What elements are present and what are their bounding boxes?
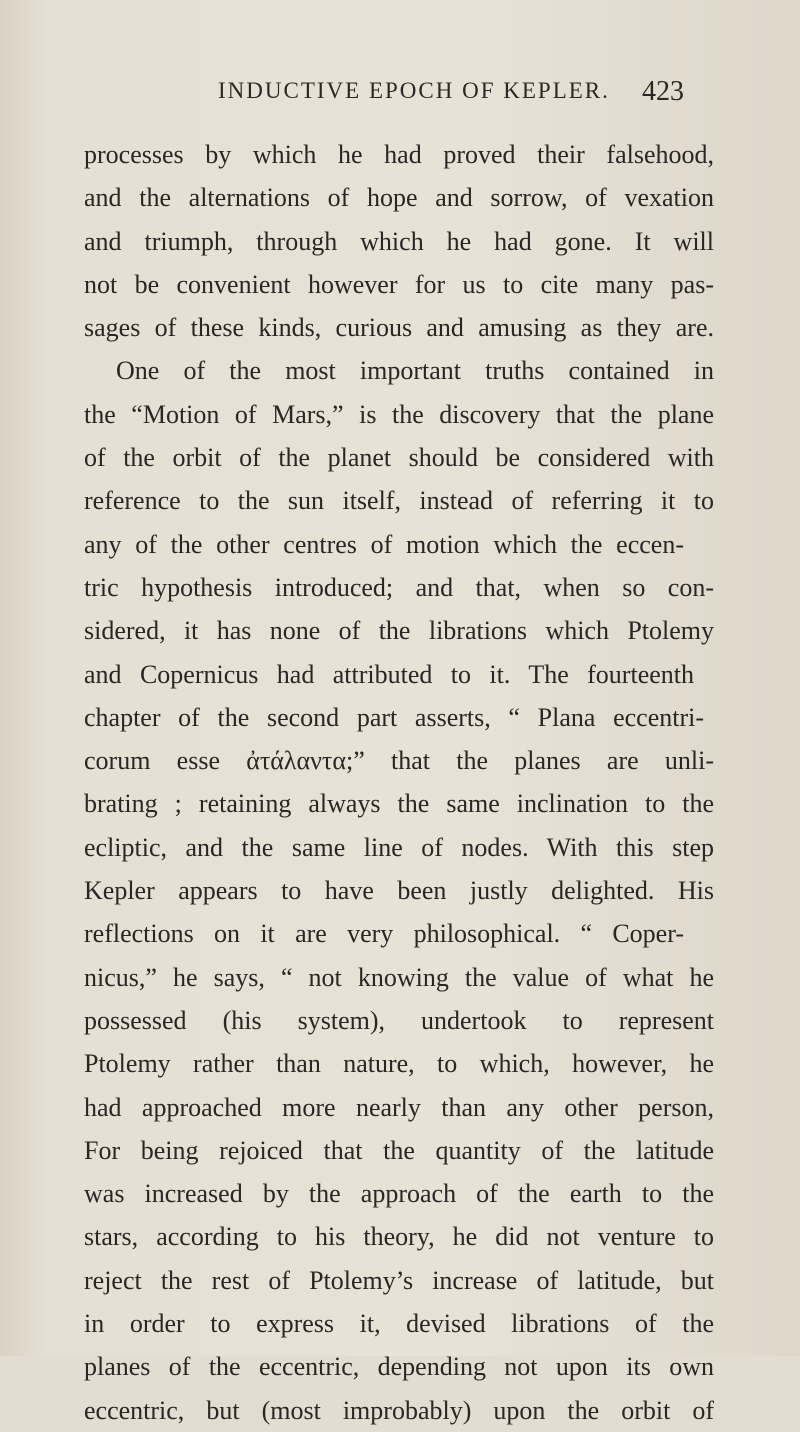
text-line: planes of the eccentric, depending not upon its own — [84, 1352, 714, 1382]
text-line: not be convenient however for us to cite many pas- — [84, 269, 714, 299]
text-line: nicus,” he says, “ not knowing the value of what he — [84, 962, 714, 992]
running-head-title: INDUCTIVE EPOCH OF KEPLER. — [218, 78, 610, 103]
text-line: reference to the sun itself, instead of referring it to — [84, 486, 714, 516]
text-line: Ptolemy rather than nature, to which, however, he — [84, 1049, 714, 1079]
text-line: eccentric, but (most improbably) upon the orbit of — [84, 1395, 714, 1425]
text-line: reject the rest of Ptolemy’s increase of latitude, but — [84, 1265, 714, 1295]
text-line: chapter of the second part asserts, “ Plana eccentri- — [84, 702, 704, 732]
text-line: brating ; retaining always the same inclination to the — [84, 789, 714, 819]
text-line: was increased by the approach of the earth to the — [84, 1179, 714, 1209]
text-line: reflections on it are very philosophical. “ Coper- — [84, 919, 684, 949]
text-line: Kepler appears to have been justly delighted. His — [84, 876, 714, 906]
text-line: One of the most important truths contained in — [116, 356, 714, 386]
text-line: in order to express it, devised librations of the — [84, 1309, 714, 1339]
text-line: had approached more nearly than any other person, — [84, 1092, 714, 1122]
text-line: sidered, it has none of the librations which Ptolemy — [84, 616, 714, 646]
running-head — [0, 78, 800, 118]
body-text — [84, 133, 714, 1432]
text-line: stars, according to his theory, he did not venture to — [84, 1222, 714, 1252]
text-line: For being rejoiced that the quantity of the latitude — [84, 1135, 714, 1165]
text-line: any of the other centres of motion which the eccen- — [84, 529, 684, 559]
text-line: of the orbit of the planet should be considered with — [84, 443, 714, 473]
text-line: possessed (his system), undertook to represent — [84, 1005, 714, 1035]
text-line: tric hypothesis introduced; and that, when so con- — [84, 572, 714, 602]
text-line: and Copernicus had attributed to it. The fourteenth — [84, 659, 694, 689]
text-line: ecliptic, and the same line of nodes. With this step — [84, 832, 714, 862]
text-line: the “Motion of Mars,” is the discovery that the plane — [84, 399, 714, 429]
text-line: processes by which he had proved their falsehood, — [84, 140, 714, 169]
text-line: and the alternations of hope and sorrow, of vexation — [84, 183, 714, 213]
text-line: corum esse ἀτάλαντα;” that the planes are unli- — [84, 746, 714, 776]
text-line: and triumph, through which he had gone. It will — [84, 226, 714, 256]
text-line: sages of these kinds, curious and amusing as they are. — [84, 313, 714, 343]
page-number: 423 — [642, 76, 684, 107]
